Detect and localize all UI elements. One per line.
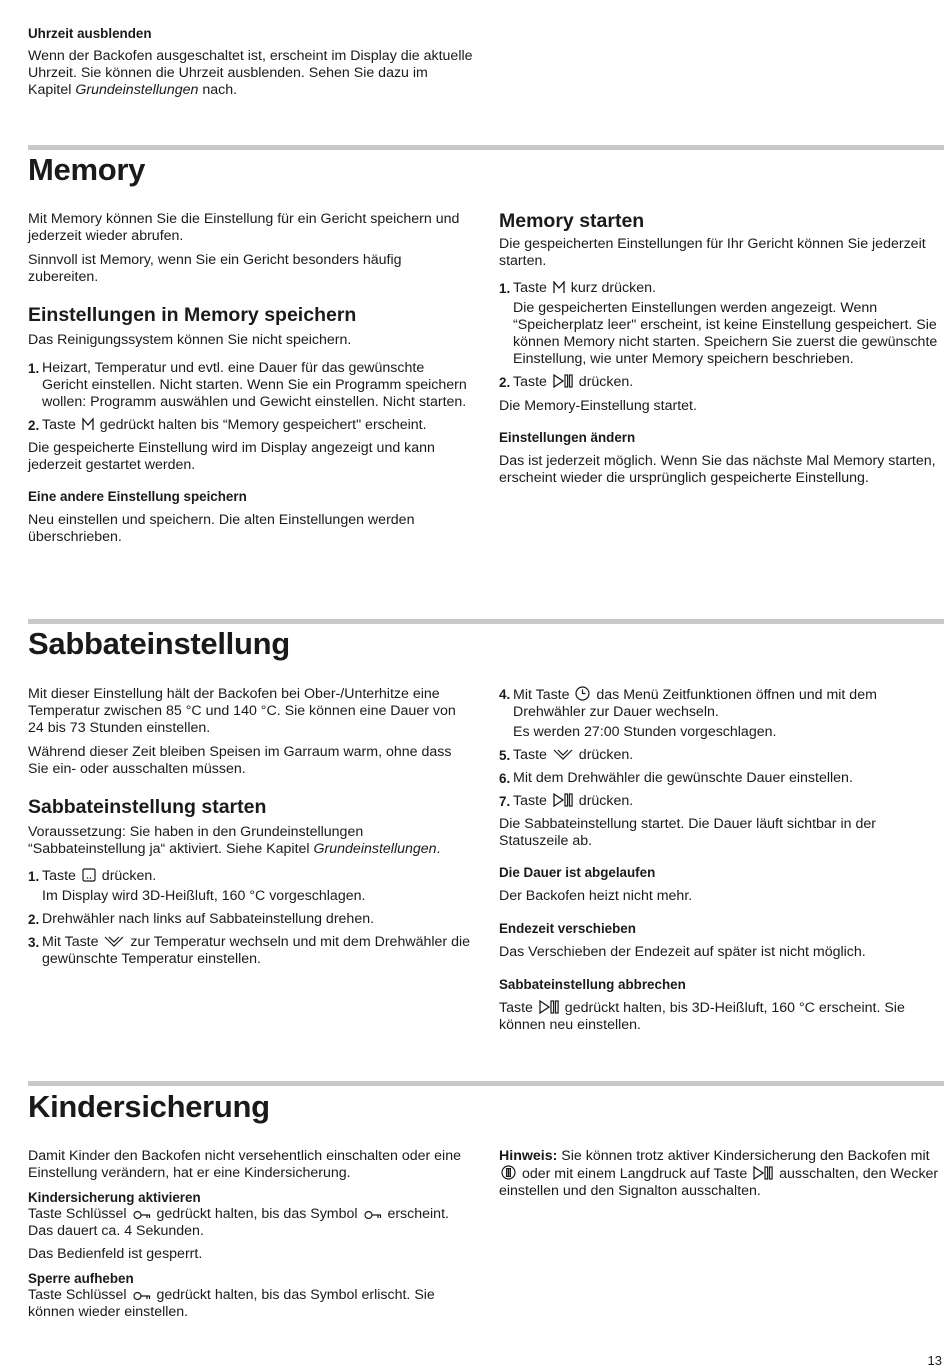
sabbat-cancel-heading: Sabbateinstellung abbrechen [499, 977, 686, 992]
sabbat-step-6: 6. Mit dem Drehwähler die gewünschte Dauer einstellen. [499, 770, 853, 786]
uhrzeit-heading: Uhrzeit ausblenden [28, 26, 152, 41]
memory-start-step-1: 1. Taste kurz drücken. [499, 280, 656, 296]
kinder-unlock-heading: Sperre aufheben [28, 1271, 134, 1286]
start-pause-icon [553, 374, 573, 388]
key-icon [364, 1210, 382, 1220]
memory-icon [553, 281, 565, 294]
memory-left-column [28, 211, 473, 546]
kinder-intro: Damit Kinder den Backofen nicht versehentlich einschalten oder eine Einstellung verändern, hat er eine Kindersicherung. [28, 1148, 461, 1181]
sabbat-expired-heading: Die Dauer ist abgelaufen [499, 865, 656, 880]
kinder-unlock-text: Taste Schlüssel gedrückt halten, bis das Symbol erlischt. Sie können wieder einstellen. [28, 1287, 435, 1320]
kinder-activate-heading: Kindersicherung aktivieren [28, 1190, 201, 1205]
start-pause-icon [753, 1166, 773, 1180]
clock-icon [575, 686, 590, 701]
sabbat-title: Sabbateinstellung [28, 626, 290, 661]
memory-start-heading: Memory starten [499, 210, 645, 232]
sabbat-shift-heading: Endezeit verschieben [499, 921, 636, 936]
sabbat-prereq: Voraussetzung: Sie haben in den Grundeinstellungen “Sabbateinstellung ja“ aktiviert. Siehe Kapitel Grundeinstellungen. [28, 824, 441, 857]
memory-start-step-2: 2. Taste drücken. [499, 374, 634, 390]
memory-save-heading: Einstellungen in Memory speichern [28, 304, 357, 326]
start-pause-icon [539, 1000, 559, 1014]
sabbat-step-3: 3. Mit Taste zur Temperatur wechseln und mit dem Drehwähler die gewünschte Temperatur einstellen. [28, 934, 470, 967]
power-icon [501, 1165, 516, 1180]
kinder-title: Kindersicherung [28, 1089, 270, 1124]
memory-icon [82, 418, 94, 431]
sabbat-step-1-detail: Im Display wird 3D-Heißluft, 160 °C vorgeschlagen. [42, 888, 366, 904]
memory-save-step-1: 1. Heizart, Temperatur und evtl. eine Dauer für das gewünschte Gericht einstellen. Nicht starten. Wenn Sie ein Programm speichern wollen: Programm auswählen und Gewicht einstellen. Nicht starten. [28, 360, 467, 410]
memory-title: Memory [28, 152, 146, 187]
kinder-activate-text: Taste Schlüssel gedrückt halten, bis das Symbol erscheint. Das dauert ca. 4 Sekunden. [28, 1206, 449, 1239]
sabbat-intro-1: Mit dieser Einstellung hält der Backofen bei Ober-/Unterhitze eine Temperatur zwischen 85 °C und 140 °C. Sie können eine Dauer von 24 bis 73 Stunden einstellen. [28, 686, 456, 736]
sabbat-step-7: 7. Taste drücken. [499, 793, 634, 809]
sabbat-step-2: 2. Drehwähler nach links auf Sabbateinstellung drehen. [28, 911, 375, 927]
memory-save-step-2: 2. Taste gedrückt halten bis “Memory gespeichert" erscheint. [28, 417, 427, 433]
kinder-left-column [28, 1148, 473, 1321]
memory-intro-2: Sinnvoll ist Memory, wenn Sie ein Gericht besonders häufig zubereiten. [28, 252, 402, 285]
key-icon [133, 1291, 151, 1301]
memory-other-heading: Eine andere Einstellung speichern [28, 489, 247, 504]
uhrzeit-section [28, 25, 473, 99]
chevron-down-icon [553, 749, 573, 761]
key-icon [133, 1210, 151, 1220]
memory-right-column [499, 209, 944, 487]
uhrzeit-text: Wenn der Backofen ausgeschaltet ist, erscheint im Display die aktuelle Uhrzeit. Sie können die Uhrzeit ausblenden. Sehen Sie dazu im Kapitel Grundeinstellungen nach. [28, 48, 473, 98]
memory-change-heading: Einstellungen ändern [499, 430, 636, 445]
sabbat-shift-text: Das Verschieben der Endezeit auf später ist nicht möglich. [499, 944, 866, 960]
start-pause-icon [553, 793, 573, 807]
memory-start-step-1-detail: Die gespeicherten Einstellungen werden angezeigt. Wenn “Speicherplatz leer" erscheint, ist keine Einstellung gespeichert. Sie können Memory nicht starten. Speichern Sie zuerst die gewünschte Einstellung, wie unter Memory speichern beschrieben. [513, 300, 938, 367]
sabbat-right-column [499, 686, 944, 1034]
sabbat-cancel-text: Taste gedrückt halten, bis 3D-Heißluft, 160 °C erscheint. Sie können neu einstellen. [499, 1000, 905, 1033]
sabbat-step-4-detail: Es werden 27:00 Stunden vorgeschlagen. [513, 724, 777, 740]
kinder-locked: Das Bedienfeld ist gesperrt. [28, 1246, 203, 1262]
sabbat-result: Die Sabbateinstellung startet. Die Dauer läuft sichtbar in der Statuszeile ab. [499, 816, 876, 849]
memory-change-text: Das ist jederzeit möglich. Wenn Sie das nächste Mal Memory starten, erscheint wieder die ursprünglich gespeicherte Einstellung. [499, 453, 936, 486]
memory-start-result: Die Memory-Einstellung startet. [499, 398, 697, 414]
sabbat-step-5: 5. Taste drücken. [499, 747, 634, 763]
sabbat-expired-text: Der Backofen heizt nicht mehr. [499, 888, 693, 904]
oven-mode-icon [82, 868, 96, 882]
kinder-right-column [499, 1148, 944, 1200]
sabbat-start-heading: Sabbateinstellung starten [28, 796, 267, 818]
sabbat-left-column [28, 686, 473, 968]
chevron-down-icon [104, 936, 124, 948]
memory-intro-1: Mit Memory können Sie die Einstellung für ein Gericht speichern und jederzeit wieder abrufen. [28, 211, 460, 244]
sabbat-step-4: 4. Mit Taste das Menü Zeitfunktionen öffnen und mit dem Drehwähler zur Dauer wechseln. [499, 687, 877, 720]
memory-save-result: Die gespeicherte Einstellung wird im Display angezeigt und kann jederzeit gestartet werden. [28, 440, 435, 473]
sabbat-step-1: 1. Taste drücken. [28, 868, 157, 884]
kinder-hint: Hinweis: Sie können trotz aktiver Kindersicherung den Backofen mit oder mit einem Langdruck auf Taste ausschalten, den Wecker einstellen und den Signalton ausschalten. [499, 1148, 939, 1199]
memory-other-text: Neu einstellen und speichern. Die alten Einstellungen werden überschrieben. [28, 512, 415, 545]
sabbat-intro-2: Während dieser Zeit bleiben Speisen im Garraum warm, ohne dass Sie ein- oder ausschalten müssen. [28, 744, 452, 777]
section-divider [28, 619, 944, 624]
memory-save-note: Das Reinigungssystem können Sie nicht speichern. [28, 332, 352, 348]
section-divider [28, 1081, 944, 1086]
page-number: 13 [927, 1353, 942, 1368]
memory-start-intro: Die gespeicherten Einstellungen für Ihr Gericht können Sie jederzeit starten. [499, 236, 926, 269]
section-divider [28, 145, 944, 150]
